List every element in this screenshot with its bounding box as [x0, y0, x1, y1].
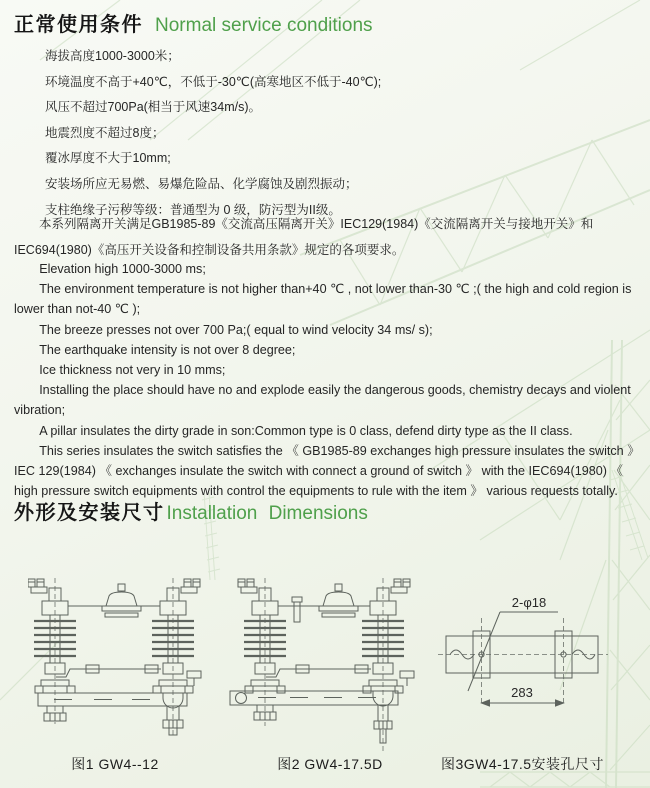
condition-en-line: Elevation high 1000-3000 ms;: [39, 262, 206, 276]
figure-gw4-17-5-mounting-holes: [420, 556, 625, 788]
condition-zh-line: 地震烈度不超过8度；: [45, 125, 165, 140]
condition-en-line: Installing the place should have no and explode easily the dangerous goods, chemistry decays and violent vibration;: [14, 383, 631, 418]
section-title-installation-dimensions: [14, 496, 368, 525]
condition-zh-line: 覆冰厚度不大于10mm;: [45, 151, 171, 166]
section1-title-en: Normal service conditions: [155, 15, 373, 36]
figure1-switch-drawing: [28, 576, 218, 738]
standards-paragraph-zh: 本系列隔离开关满足GB1985-89《交流高压隔离开关》IEC129(1984)《交流隔离开关与接地开关》和IEC694(1980)《高压开关设备和控制设备共用条款》规定的各项要求。: [14, 217, 594, 257]
conditions-list-zh: [45, 44, 381, 223]
figure-gw4-12: [10, 556, 220, 788]
figure1-caption: 图1 GW4--12: [71, 756, 159, 772]
condition-en-line: The environment temperature is not higher than+40 ℃ , not lower than-30 ℃ ;( the high and cold region is lower than not-40 ℃ );: [14, 282, 632, 317]
condition-zh-line: 安装场所应无易燃、易爆危险品、化学腐蚀及剧烈振动；: [45, 176, 358, 191]
figures-row: [0, 556, 650, 788]
condition-en-line: Ice thickness not very in 10 mms;: [39, 363, 226, 378]
condition-zh-line: 支柱绝缘子污秽等级：普通型为 0 级，防污型为II级。: [45, 202, 341, 217]
condition-en-line: A pillar insulates the dirty grade in son:Common type is 0 class, defend dirty type as the II class.: [39, 423, 573, 438]
figure3-mounting-drawing: [438, 556, 608, 746]
figure3-caption: 图3GW4-17.5安装孔尺寸: [440, 756, 605, 772]
condition-zh-line: 风压不超过700Pa(相当于风速34m/s)。: [45, 100, 262, 115]
section1-title-zh: 正常使用条件: [14, 14, 143, 36]
condition-zh-line: 海拔高度1000-3000米；: [45, 49, 180, 63]
holes-dimension-label: 2-φ18: [511, 595, 547, 610]
section2-title-en: Installation Dimensions: [166, 503, 368, 524]
figure2-caption: 图2 GW4-17.5D: [277, 756, 383, 772]
conditions-list-en: [14, 259, 641, 501]
figure2-switch-drawing: [228, 576, 428, 758]
figure-gw4-17-5d: [225, 556, 435, 788]
condition-en-line: This series insulates the switch satisfies the 《 GB1985-89 exchanges high pressure insulates the switch 》 IEC 129(1984) 《 exchanges insulate the switch with connect a ground of switch 》 with the IEC694(1980) 《 high pressure switch equipments with control the equipments to rule with the item 》 various requests totally.: [14, 443, 640, 499]
condition-zh-line: 环境温度不高于+40℃，不低于-30℃(高寒地区不低于-40℃);: [45, 74, 382, 89]
section2-title-zh: 外形及安装尺寸: [14, 502, 165, 524]
span-dimension-label: 283: [511, 685, 533, 700]
condition-en-line: The earthquake intensity is not over 8 degree;: [39, 342, 296, 357]
condition-en-line: The breeze presses not over 700 Pa;( equal to wind velocity 34 ms/ s);: [39, 322, 433, 337]
section-title-normal-service-conditions: [14, 8, 373, 37]
